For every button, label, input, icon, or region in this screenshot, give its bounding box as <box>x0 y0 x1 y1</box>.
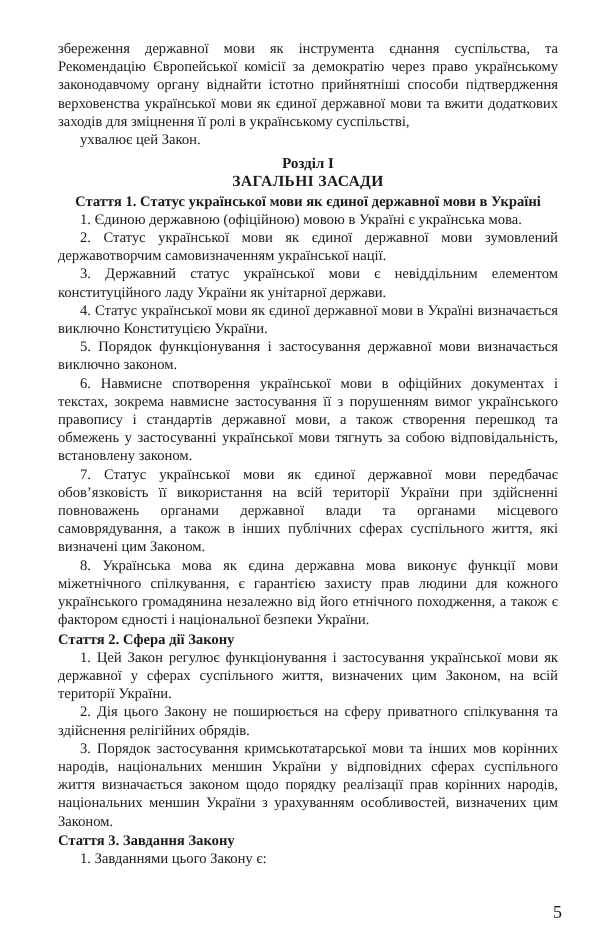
article-1-title: Стаття 1. Статус української мови як єдиної державної мови в Україні <box>75 193 541 210</box>
article-1-item-8: 8. Українська мова як єдина державна мова виконує функції мови міжетнічного спілкування, є гарантією захисту прав людини для кожного українського громадянина незалежно від його етнічного походження, а також є фактором єдності і національної безпеки України. <box>58 557 558 629</box>
article-2-title: Стаття 2. Сфера дії Закону <box>58 631 235 648</box>
page-number: 5 <box>553 902 562 922</box>
article-2-item-1: 1. Цей Закон регулює функціонування і застосування української мови як державної у сферах суспільного життя, визначених цим Законом, на всій території України. <box>58 649 558 703</box>
section-title: ЗАГАЛЬНІ ЗАСАДИ <box>232 173 384 191</box>
document-page <box>58 40 558 868</box>
article-1-item-5: 5. Порядок функціонування і застосування державної мови визначається виключно законом. <box>58 339 558 374</box>
article-2-item-3: 3. Порядок застосування кримськотатарської мови та інших мов корінних народів, національних меншин України у відповідних сферах суспільного життя визначається законом щодо порядку реалізації прав корінних народів, національних меншин України з урахуванням особливостей, визначених цим Законом. <box>58 740 558 830</box>
section-number: Розділ І <box>282 156 334 173</box>
article-3-title: Стаття 3. Завдання Закону <box>58 832 235 849</box>
article-1-item-3: 3. Державний статус української мови є невіддільним елементом конституційного ладу України як унітарної держави. <box>58 266 558 301</box>
preamble-adopts: ухвалює цей Закон. <box>80 132 201 149</box>
preamble-text: збереження державної мови як інструмента єднання суспільства, та Рекомендацію Європейської комісії за демократію через право українському законодавчому органу віднайти істотно прийнятніші способи підтвердження верховенства української мови як єдиної державної мови та вжити додаткових заходів для зміцнення її ролі в українському суспільстві, <box>58 41 558 130</box>
article-1-item-2: 2. Статус української мови як єдиної державної мови зумовлений державотворчим самовизначенням української нації. <box>58 230 558 265</box>
article-1-item-6: 6. Навмисне спотворення української мови в офіційних документах і текстах, зокрема навмисне застосування її з порушенням вимог українського правопису і стандартів державної мови, а також створення перешкод та обмежень у застосуванні української мови тягнуть за собою відповідальність, встановлену законом. <box>58 375 558 465</box>
article-1-item-7: 7. Статус української мови як єдиної державної мови передбачає обов’язковість її використання на всій території України при здійсненні повноважень органами державної влади та органами місцевого самоврядування, а також в інших публічних сферах суспільного життя, які визначені цим Законом. <box>58 466 558 556</box>
article-1-item-1: 1. Єдиною державною (офіційною) мовою в Україні є українська мова. <box>80 211 522 228</box>
article-2-item-2: 2. Дія цього Закону не поширюється на сферу приватного спілкування та здійснення релігійних обрядів. <box>58 704 558 739</box>
article-1-item-4: 4. Статус української мови як єдиної державної мови в Україні визначається виключно Конституцією України. <box>58 302 558 338</box>
article-3-item-1: 1. Завданнями цього Закону є: <box>80 850 267 867</box>
